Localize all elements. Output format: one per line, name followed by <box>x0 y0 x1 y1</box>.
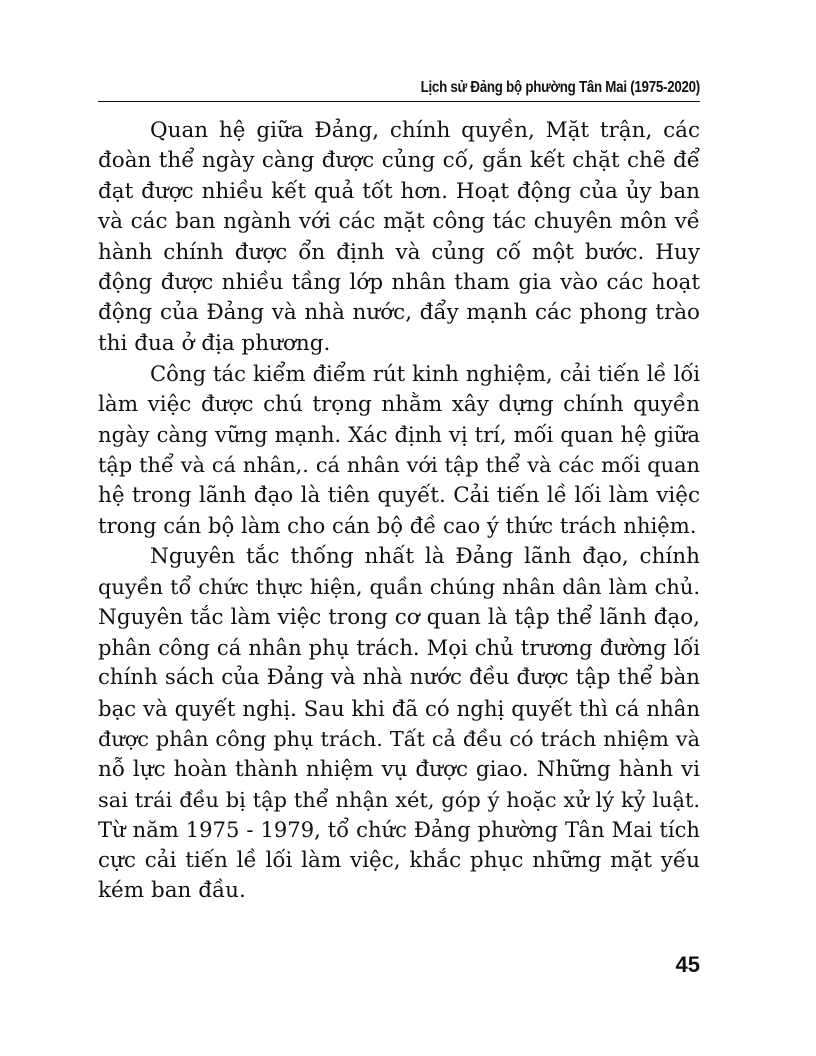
text-line: hành chính được ổn định và củng cố một bước. Huy <box>98 239 700 265</box>
text-line: Nguyên tắc làm việc trong cơ quan là tập thể lãnh đạo, <box>98 604 700 630</box>
text-line: đạt được nhiều kết quả tốt hơn. Hoạt động của ủy ban <box>98 178 700 204</box>
text-line: Từ năm 1975 - 1979, tổ chức Đảng phường Tân Mai tích <box>98 817 700 843</box>
text-line: Quan hệ giữa Đảng, chính quyền, Mặt trận, các <box>150 118 700 143</box>
body-text <box>98 116 700 907</box>
text-line: Nguyên tắc thống nhất là Đảng lãnh đạo, chính <box>150 543 700 569</box>
text-line: đoàn thể ngày càng được củng cố, gắn kết chặt chẽ để <box>98 148 700 174</box>
text-line: Công tác kiểm điểm rút kinh nghiệm, cải tiến lề lối <box>150 361 700 387</box>
text-line: cực cải tiến lề lối làm việc, khắc phục những mặt yếu <box>98 847 700 873</box>
text-line: động của Đảng và nhà nước, đẩy mạnh các phong trào <box>98 300 700 326</box>
paragraph-3 <box>98 542 700 907</box>
text-line: ngày càng vững mạnh. Xác định vị trí, mối quan hệ giữa <box>98 422 700 448</box>
text-line: được phân công phụ trách. Tất cả đều có trách nhiệm và <box>98 727 700 752</box>
text-line: chính sách của Đảng và nhà nước đều được tập thể bàn <box>98 665 700 691</box>
text-line: tập thể và cá nhân,. cá nhân với tập thể và các mối quan <box>98 453 700 478</box>
text-line: hệ trong lãnh đạo là tiên quyết. Cải tiến lề lối làm việc <box>98 482 700 508</box>
text-line: thi đua ở địa phương. <box>98 330 331 356</box>
text-line: động được nhiều tầng lớp nhân tham gia vào các hoạt <box>98 270 700 296</box>
text-line: kém ban đầu. <box>98 878 246 904</box>
text-line: bạc và quyết nghị. Sau khi đã có nghị quyết thì cá nhân <box>98 695 700 721</box>
text-line: nỗ lực hoàn thành nhiệm vụ được giao. Những hành vi <box>98 756 700 782</box>
text-line: trong cán bộ làm cho cán bộ đề cao ý thức trách nhiệm. <box>98 513 697 539</box>
running-header-title: Lịch sử Đảng bộ phường Tân Mai (1975-2020) <box>420 79 700 96</box>
header-divider <box>98 101 700 102</box>
paragraph-1 <box>98 116 700 359</box>
text-line: phân công cá nhân phụ trách. Mọi chủ trương đường lối <box>98 634 700 660</box>
text-line: quyền tổ chức thực hiện, quần chúng nhân dân làm chủ. <box>98 575 700 600</box>
paragraph-2 <box>98 359 700 541</box>
text-line: và các ban ngành với các mặt công tác chuyên môn về <box>98 209 700 235</box>
text-line: làm việc được chú trọng nhằm xây dựng chính quyền <box>98 391 700 417</box>
page-number: 45 <box>675 952 700 977</box>
text-line: sai trái đều bị tập thể nhận xét, góp ý hoặc xử lý kỷ luật. <box>98 787 700 812</box>
